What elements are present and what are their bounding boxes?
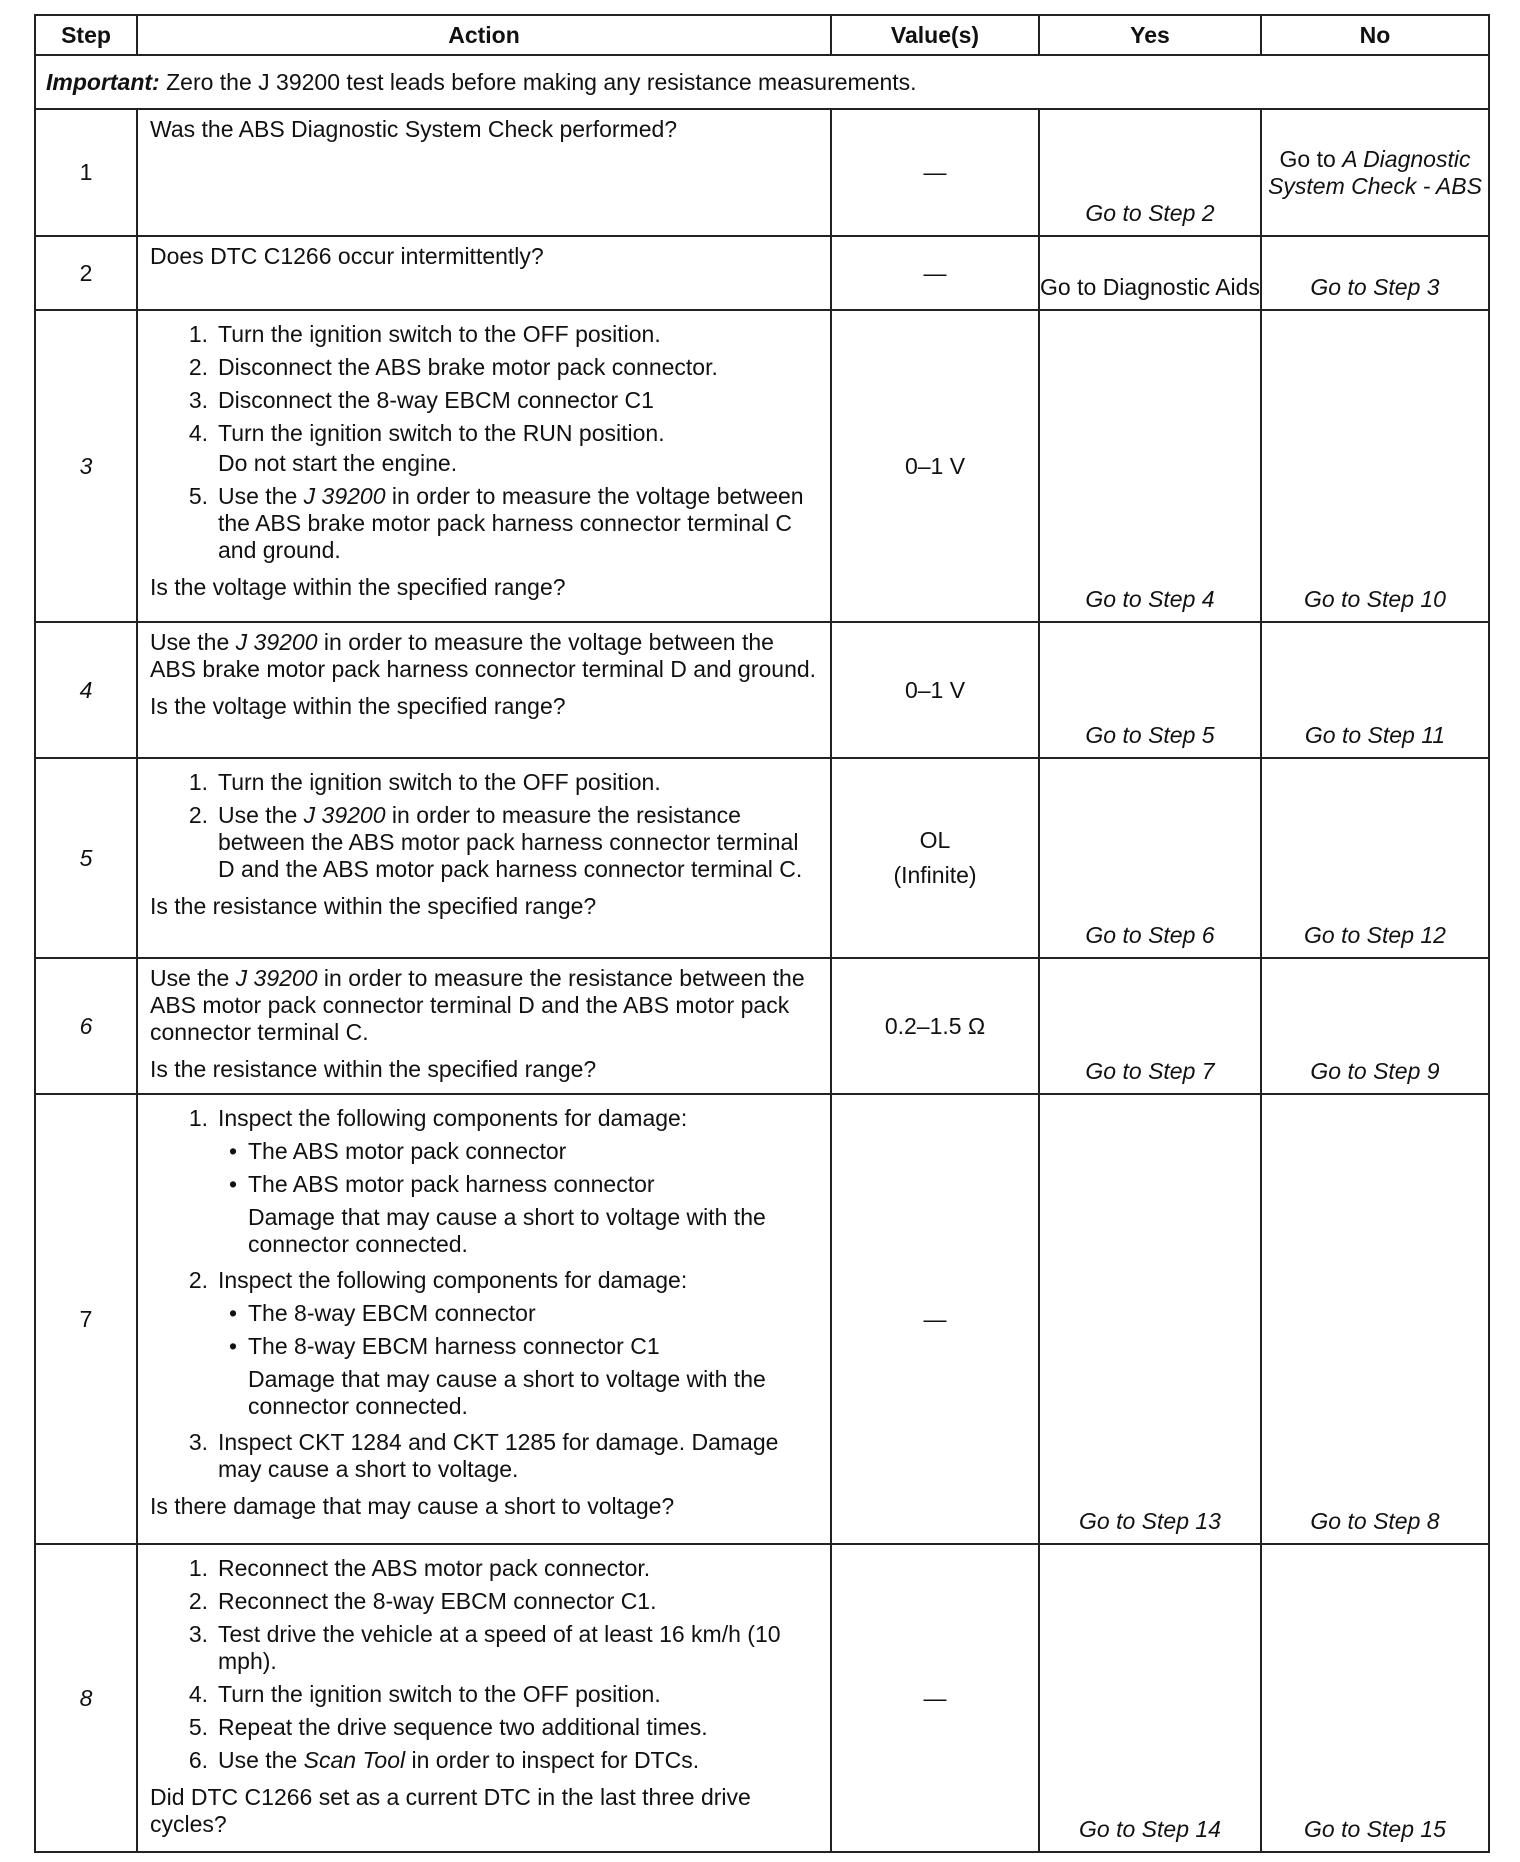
list-item: 1. Reconnect the ABS motor pack connector. [188, 1555, 651, 1581]
yes-cell: Go to Step 2 [1039, 109, 1261, 236]
action-cell [137, 1094, 831, 1544]
action-cell [137, 758, 831, 958]
list-item: 1. Inspect the following components for damage: • The ABS motor pack connector • The ABS motor pack harness connector Damage that may cause a short to voltage with the connector connected. [150, 1105, 818, 1261]
question-text: Is the resistance within the specified range? [150, 893, 597, 919]
value-cell: — [831, 109, 1039, 236]
table-row [35, 1544, 1489, 1852]
action-text: Was the ABS Diagnostic System Check performed? [150, 116, 678, 142]
bullet-item: • The 8-way EBCM harness connector C1 [228, 1333, 660, 1359]
question-text: Did DTC C1266 set as a current DTC in the last three drive cycles? [150, 1784, 751, 1837]
value-cell: — [831, 1544, 1039, 1852]
question-text: Is the voltage within the specified range? [150, 693, 566, 719]
bullet-item: • The ABS motor pack connector [228, 1138, 567, 1164]
action-cell [137, 958, 831, 1094]
no-cell: Go to Step 3 [1261, 236, 1489, 310]
tool-name: Scan Tool [303, 1747, 406, 1773]
yes-cell: Go to Step 6 [1039, 758, 1261, 958]
table-row [35, 310, 1489, 622]
step-number: 5 [35, 758, 137, 958]
important-label: Important: [46, 68, 160, 95]
question-text: Is the resistance within the specified range? [150, 1056, 597, 1082]
action-cell [137, 622, 831, 758]
bullet-item: • The ABS motor pack harness connector [228, 1171, 655, 1197]
no-cell: Go to Step 15 [1261, 1544, 1489, 1852]
diagnostic-table [34, 14, 1490, 1853]
yes-cell: Go to Step 5 [1039, 622, 1261, 758]
table-row [35, 758, 1489, 958]
list-item: 5. Repeat the drive sequence two additional times. [188, 1714, 708, 1740]
action-cell [137, 1544, 831, 1852]
list-item: 2. Inspect the following components for damage: • The 8-way EBCM connector • The 8-way EBCM harness connector C1 Damage that may cause a short to voltage with the connector connected. [150, 1267, 818, 1423]
list-item: 3. Test drive the vehicle at a speed of at least 16 km/h (10 mph). [188, 1621, 781, 1674]
list-item: 6. Use the Scan Tool in order to inspect for DTCs. [188, 1747, 700, 1773]
action-cell [137, 109, 831, 236]
step-number: 4 [35, 622, 137, 758]
no-cell: Go to Step 11 [1261, 622, 1489, 758]
bullet-item: • The 8-way EBCM connector [228, 1300, 536, 1326]
action-text: Does DTC C1266 occur intermittently? [150, 243, 544, 269]
no-cell [1261, 109, 1489, 236]
step-number: 7 [35, 1094, 137, 1544]
value-cell: 0–1 V [831, 310, 1039, 622]
value-cell: 0.2–1.5 Ω [831, 958, 1039, 1094]
list-item: 4. Turn the ignition switch to the OFF position. [188, 1681, 661, 1707]
list-item: 5. Use the J 39200 in order to measure the voltage between the ABS brake motor pack harness connector terminal C and ground. [188, 483, 804, 563]
list-item: 2. Disconnect the ABS brake motor pack connector. [188, 354, 718, 380]
yes-cell: Go to Step 13 [1039, 1094, 1261, 1544]
important-row [35, 55, 1489, 109]
no-cell: Go to Step 8 [1261, 1094, 1489, 1544]
action-cell [137, 310, 831, 622]
header-row [35, 15, 1489, 55]
value-cell: OL (Infinite) [831, 758, 1039, 958]
diagnostic-system-check-link[interactable]: A Diagnostic System Check - ABS [1268, 145, 1482, 199]
no-prefix: Go to [1279, 145, 1336, 172]
list-item: 4. Turn the ignition switch to the RUN position. Do not start the engine. [188, 420, 665, 476]
question-text: Is the voltage within the specified range? [150, 574, 566, 600]
tool-name: J 39200 [303, 483, 386, 509]
step-number: 2 [35, 236, 137, 310]
tool-name: J 39200 [303, 802, 386, 828]
no-cell: Go to Step 10 [1261, 310, 1489, 622]
step-number: 8 [35, 1544, 137, 1852]
list-item: 1. Turn the ignition switch to the OFF position. [188, 321, 661, 347]
important-note [35, 55, 1489, 109]
action-text: Use the J 39200 in order to measure the resistance between the ABS motor pack connector terminal D and the ABS motor pack connector terminal C. [150, 965, 805, 1045]
action-cell [137, 236, 831, 310]
yes-cell: Go to Step 7 [1039, 958, 1261, 1094]
yes-cell: Go to Diagnostic Aids [1039, 236, 1261, 310]
header-yes: Yes [1039, 15, 1261, 55]
step-number: 1 [35, 109, 137, 236]
table-row [35, 1094, 1489, 1544]
no-cell: Go to Step 9 [1261, 958, 1489, 1094]
value-cell: 0–1 V [831, 622, 1039, 758]
list-item: 2. Reconnect the 8-way EBCM connector C1. [188, 1588, 657, 1614]
step-number: 3 [35, 310, 137, 622]
yes-cell: Go to Step 4 [1039, 310, 1261, 622]
list-item: 2. Use the J 39200 in order to measure the resistance between the ABS motor pack harness connector terminal D and the ABS motor pack harness connector terminal C. [188, 802, 803, 882]
question-text: Is there damage that may cause a short to voltage? [150, 1493, 675, 1519]
header-values: Value(s) [831, 15, 1039, 55]
no-cell: Go to Step 12 [1261, 758, 1489, 958]
value-cell: — [831, 1094, 1039, 1544]
value-cell: — [831, 236, 1039, 310]
table-row [35, 236, 1489, 310]
action-text: Use the J 39200 in order to measure the voltage between the ABS brake motor pack harness connector terminal D and ground. [150, 629, 817, 682]
list-item: 3. Disconnect the 8-way EBCM connector C1 [188, 387, 654, 413]
list-item: 3. Inspect CKT 1284 and CKT 1285 for damage. Damage may cause a short to voltage. [188, 1429, 779, 1482]
yes-cell: Go to Step 14 [1039, 1544, 1261, 1852]
header-no: No [1261, 15, 1489, 55]
tool-name: J 39200 [235, 629, 318, 655]
important-text: Zero the J 39200 test leads before making any resistance measurements. [166, 68, 917, 95]
header-step: Step [35, 15, 137, 55]
list-item: 1. Turn the ignition switch to the OFF position. [188, 769, 661, 795]
header-action: Action [137, 15, 831, 55]
table-row [35, 622, 1489, 758]
table-row [35, 958, 1489, 1094]
step-number: 6 [35, 958, 137, 1094]
table-row [35, 109, 1489, 236]
tool-name: J 39200 [235, 965, 318, 991]
